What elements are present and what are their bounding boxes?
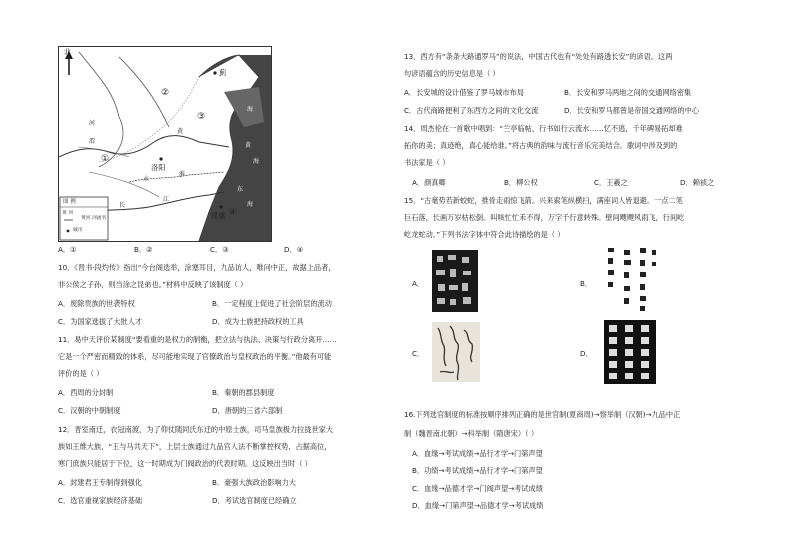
q12-line-3: 寒门庶族只能居于下位，这一时期成为门阀政治的代表时期。这反映出当时（ ） [58, 459, 312, 468]
legend-river: 黄河 河流名 [81, 216, 107, 221]
q12-option-b[interactable]: B．豪强大族政治影响力大 [212, 478, 296, 487]
q12-option-d[interactable]: D．考试选官制度已经确立 [212, 496, 297, 505]
q9-option-d[interactable]: D．④ [284, 245, 304, 254]
north-label: 北 [64, 48, 71, 56]
sea-bo: 渤 [241, 80, 248, 87]
q15-line-1: 15．“古毫势若新蛟蛇，推骨走雨惊飞箭。兴来索笔纵横扫，满座词人皆退避。一点二笔 [404, 196, 683, 205]
q10-option-a[interactable]: A．废除贵族的世袭特权 [58, 299, 135, 308]
river-wei: 渭 [89, 138, 96, 145]
q13-line-1: 13．西方有“条条大路通罗马”的说法，中国古代也有“处处有路透长安”的谚语。这两 [404, 52, 673, 61]
mark-1: ① [101, 154, 110, 164]
place-luoyang: 洛阳 [151, 163, 166, 172]
sea-dong: 东 [237, 186, 244, 193]
q10-line-2: 非公侯之子孙，则当涂之昆弟也。”材料中反映了该制度（ ） [58, 280, 248, 289]
place-ji: 蓟 [219, 68, 227, 77]
legend-city: 城市 [73, 228, 83, 233]
sea-huang: 黄 [245, 142, 252, 149]
sea-hai-2: 海 [253, 158, 260, 165]
q14-option-a[interactable]: A．颜真卿 [412, 178, 446, 187]
q16-option-a[interactable]: A．血缘→考试成绩→品行才学→门第声望 [412, 449, 543, 458]
mark-2: ② [161, 88, 170, 98]
legend-title: 图 例 [63, 199, 76, 205]
q10-option-b[interactable]: B．一定程度上促进了社会阶层的流动 [212, 299, 332, 308]
river-chang: 长 [119, 202, 126, 209]
river-huai: 淮 [179, 171, 186, 178]
river-he: 河 [89, 120, 96, 127]
q11-option-d[interactable]: D．唐朝的三省六部制 [212, 406, 283, 415]
calligraphy-image-c [432, 322, 480, 382]
q14-line-1: 14．周杰伦在一首歌中唱到：“兰亭临帖，行书如行云流水……忆不逃，千年碑易拓却难 [404, 124, 683, 133]
q12-option-a[interactable]: A．封建君王专制得到强化 [58, 478, 142, 487]
calligraphy-image-b [604, 244, 660, 316]
q15-line-2: 巨石落，长画万岁枯松倒。叫咳忙忙禾不得，万字千行意转殊。壁间飕飕风雨飞，行间屹 [404, 213, 685, 222]
mark-3: ③ [197, 112, 206, 122]
q13-option-b[interactable]: B．长安和罗马两地之间的交通网络密集 [564, 88, 692, 97]
calligraphy-image-a [432, 250, 478, 312]
q15-option-a[interactable]: A． [412, 279, 425, 288]
q10-line-1: 10．《晋书·段灼传》指出“今台阁选举，涂塞耳目，九品访人，唯问中正，故据上品者， [58, 263, 336, 272]
q14-option-d[interactable]: D．赖祯之 [680, 178, 715, 187]
q15-option-b[interactable]: B． [580, 279, 593, 288]
q15-line-3: 屹龙蛇动。”下列书法字体中符合此诗描绘的是（ ） [404, 230, 565, 239]
q13-option-c[interactable]: C．古代商路便利了东西方之间的文化交流 [404, 106, 539, 115]
calligraphy-image-d [604, 320, 656, 384]
q14-option-b[interactable]: B．柳公权 [504, 178, 538, 187]
q12-line-1: 12．晋室南迁，衣冠南渡，为了仰仗随同氏东迁的中原士族，司马皇族极力拉拢世家大 [58, 425, 334, 434]
q10-option-d[interactable]: D．成为士族把持政权的工具 [212, 317, 304, 326]
q16-line-2: 制（魏晋南北朝）→科举制（隋唐宋）（ ） [404, 429, 539, 438]
q15-option-c[interactable]: C． [412, 349, 425, 358]
q16-option-c[interactable]: C．血缘→品德才学→门阀声望→考试成绩 [412, 484, 543, 493]
q13-option-a[interactable]: A．长安城的设计借鉴了罗马城市布局 [404, 88, 524, 97]
q16-option-b[interactable]: B．功绩→考试成绩→品行才学→门第声望 [412, 466, 543, 475]
q10-option-c[interactable]: C．为国家选拔了大批人才 [58, 317, 143, 326]
place-jiankang: 建康 [211, 211, 226, 220]
q9-option-c[interactable]: C．③ [210, 245, 229, 254]
q16-line-1: 16.下列选官制度的标准按顺序排列正确的是世官制(夏商周)→察举制（汉朝)→九品中正 [404, 410, 681, 419]
q16-option-d[interactable]: D．血缘→门第声望→品德才学→考试成绩 [412, 501, 544, 510]
q12-line-2: 族如王维大族，“王与马共天下”，上层士族通过九品官人法不断掌控权势，占据高位， [58, 442, 332, 451]
mark-4: ④ [229, 208, 238, 218]
q13-option-d[interactable]: D．长安和罗马都曾是帝国交通网络的中心 [564, 106, 699, 115]
q9-option-a[interactable]: A．① [58, 245, 77, 254]
q11-option-a[interactable]: A．西周的分封制 [58, 388, 114, 397]
sea-hai-1: 海 [247, 106, 254, 113]
river-huang: 黄 [177, 128, 184, 135]
q11-option-c[interactable]: C．汉朝的中朝制度 [58, 406, 121, 415]
historical-map [58, 46, 272, 242]
river-shui: 水 [143, 176, 150, 183]
q12-option-c[interactable]: C．选官重视家族经济基础 [58, 496, 143, 505]
q14-line-2: 拓你的美；真迹绝，真心能给谁。”将古典的韵味与流行音乐完美结合。歌词中涉及到的 [404, 141, 678, 150]
q11-line-3: 评价的是（ ） [58, 369, 104, 378]
q14-option-c[interactable]: C．王羲之 [594, 178, 628, 187]
q11-option-b[interactable]: B．秦朝的郡县制度 [212, 388, 275, 397]
q13-line-2: 句谚语蕴含的历史信息是（ ） [404, 69, 500, 78]
sea-hai-3: 海 [247, 201, 254, 208]
q15-option-d[interactable]: D． [580, 349, 593, 358]
q14-line-3: 书法家是（ ） [404, 158, 450, 167]
q11-line-2: 它是一个严密而精致的体系，尽可能地实现了官僚政治与皇权政治的平衡。”他最有可能 [58, 352, 332, 361]
q11-line-1: 11．易中天评价某制度“要看重的是权力的制衡，把立法与执法、决策与行政分离开…… [58, 335, 337, 344]
q9-option-b[interactable]: B．② [134, 245, 153, 254]
river-jiang: 江 [163, 196, 170, 203]
legend-river-name: 黄 河 [62, 211, 74, 216]
